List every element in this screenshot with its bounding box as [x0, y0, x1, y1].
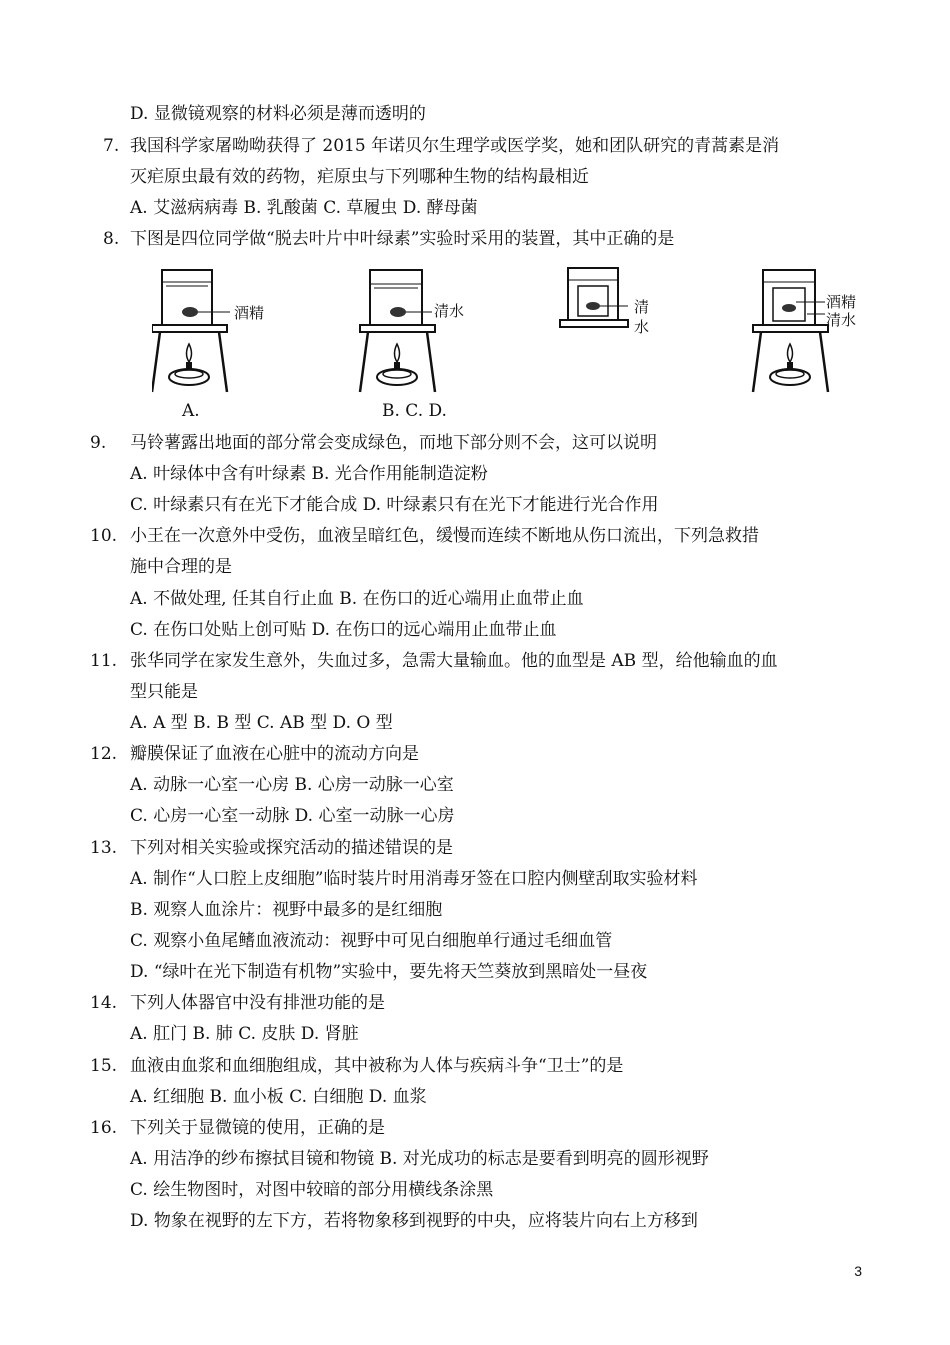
q11-stem-line2: 型只能是 — [130, 682, 198, 702]
q8-number: 8. — [103, 229, 120, 249]
q6-option-d: D. 显微镜观察的材料必须是薄而透明的 — [130, 104, 426, 124]
apparatus-b — [350, 262, 480, 397]
q16-options-ab: A. 用洁净的纱布擦拭目镜和物镜 B. 对光成功的标志是要看到明亮的圆形视野 — [130, 1149, 709, 1169]
apparatus-d — [745, 262, 875, 397]
q11-stem-line1: 张华同学在家发生意外，失血过多，急需大量输血。他的血型是 AB 型，给他输血的血 — [130, 651, 778, 671]
q12-stem: 瓣膜保证了血液在心脏中的流动方向是 — [130, 744, 419, 764]
q10-options-ab: A. 不做处理, 任其自行止血 B. 在伤口的近心端用止血带止血 — [130, 589, 584, 609]
q7-stem-line1: 我国科学家屠呦呦获得了 2015 年诺贝尔生理学或医学奖，她和团队研究的青蒿素是消 — [130, 136, 780, 156]
q8-option-a: A. — [182, 401, 200, 421]
q10-options-cd: C. 在伤口处贴上创可贴 D. 在伤口的远心端用止血带止血 — [130, 620, 557, 640]
q12-options-ab: A. 动脉一心室一心房 B. 心房一动脉一心室 — [130, 775, 454, 795]
q7-options: A. 艾滋病病毒 B. 乳酸菌 C. 草履虫 D. 酵母菌 — [130, 198, 478, 218]
q8-stem: 下图是四位同学做“脱去叶片中叶绿素”实验时采用的装置，其中正确的是 — [130, 229, 675, 249]
q11-number: 11. — [90, 651, 118, 671]
q13-option-d: D. “绿叶在光下制造有机物”实验中，要先将天竺葵放到黑暗处一昼夜 — [130, 962, 648, 982]
q10-number: 10. — [90, 526, 118, 546]
q7-number: 7. — [103, 136, 120, 156]
label-water-d: 清水 — [826, 311, 857, 329]
q16-stem: 下列关于显微镜的使用，正确的是 — [130, 1118, 385, 1138]
q11-options: A. A 型 B. B 型 C. AB 型 D. O 型 — [130, 713, 393, 733]
q9-options-ab: A. 叶绿体中含有叶绿素 B. 光合作用能制造淀粉 — [130, 464, 488, 484]
q12-options-cd: C. 心房一心室一动脉 D. 心室一动脉一心房 — [130, 806, 455, 826]
label-water-b: 清水 — [434, 302, 465, 320]
label-water-c1: 清 — [634, 298, 650, 316]
q13-stem: 下列对相关实验或探究活动的描述错误的是 — [130, 838, 453, 858]
q9-stem: 马铃薯露出地面的部分常会变成绿色，而地下部分则不会，这可以说明 — [130, 433, 657, 453]
label-alcohol-d: 酒精 — [826, 293, 857, 311]
label-water-c2: 水 — [634, 318, 650, 336]
q15-number: 15. — [90, 1056, 118, 1076]
q13-option-c: C. 观察小鱼尾鳍血液流动：视野中可见白细胞单行通过毛细血管 — [130, 931, 613, 951]
q10-stem-line2: 施中合理的是 — [130, 557, 232, 577]
q16-option-d: D. 物象在视野的左下方，若将物象移到视野的中央，应将装片向右上方移到 — [130, 1211, 698, 1231]
q13-option-a: A. 制作“人口腔上皮细胞”临时装片时用消毒牙签在口腔内侧壁刮取实验材料 — [130, 869, 698, 889]
apparatus-a — [152, 262, 282, 397]
q9-number: 9. — [90, 433, 107, 453]
q12-number: 12. — [90, 744, 118, 764]
page-number: 3 — [854, 1263, 862, 1279]
q13-option-b: B. 观察人血涂片：视野中最多的是红细胞 — [130, 900, 443, 920]
q9-options-cd: C. 叶绿素只有在光下才能合成 D. 叶绿素只有在光下才能进行光合作用 — [130, 495, 659, 515]
q14-stem: 下列人体器官中没有排泄功能的是 — [130, 993, 385, 1013]
q14-options: A. 肛门 B. 肺 C. 皮肤 D. 肾脏 — [130, 1024, 359, 1044]
q7-stem-line2: 灭疟原虫最有效的药物，疟原虫与下列哪种生物的结构最相近 — [130, 167, 589, 187]
q15-options: A. 红细胞 B. 血小板 C. 白细胞 D. 血浆 — [130, 1087, 427, 1107]
q16-option-c: C. 绘生物图时，对图中较暗的部分用横线条涂黑 — [130, 1180, 494, 1200]
q8-options-bcd: B. C. D. — [382, 401, 447, 421]
q10-stem-line1: 小王在一次意外中受伤，血液呈暗红色，缓慢而连续不断地从伤口流出，下列急救措 — [130, 526, 759, 546]
label-alcohol-a: 酒精 — [234, 304, 265, 322]
q15-stem: 血液由血浆和血细胞组成，其中被称为人体与疾病斗争“卫士”的是 — [130, 1056, 624, 1076]
q13-number: 13. — [90, 838, 118, 858]
apparatus-c — [558, 262, 638, 332]
q16-number: 16. — [90, 1118, 118, 1138]
q14-number: 14. — [90, 993, 118, 1013]
